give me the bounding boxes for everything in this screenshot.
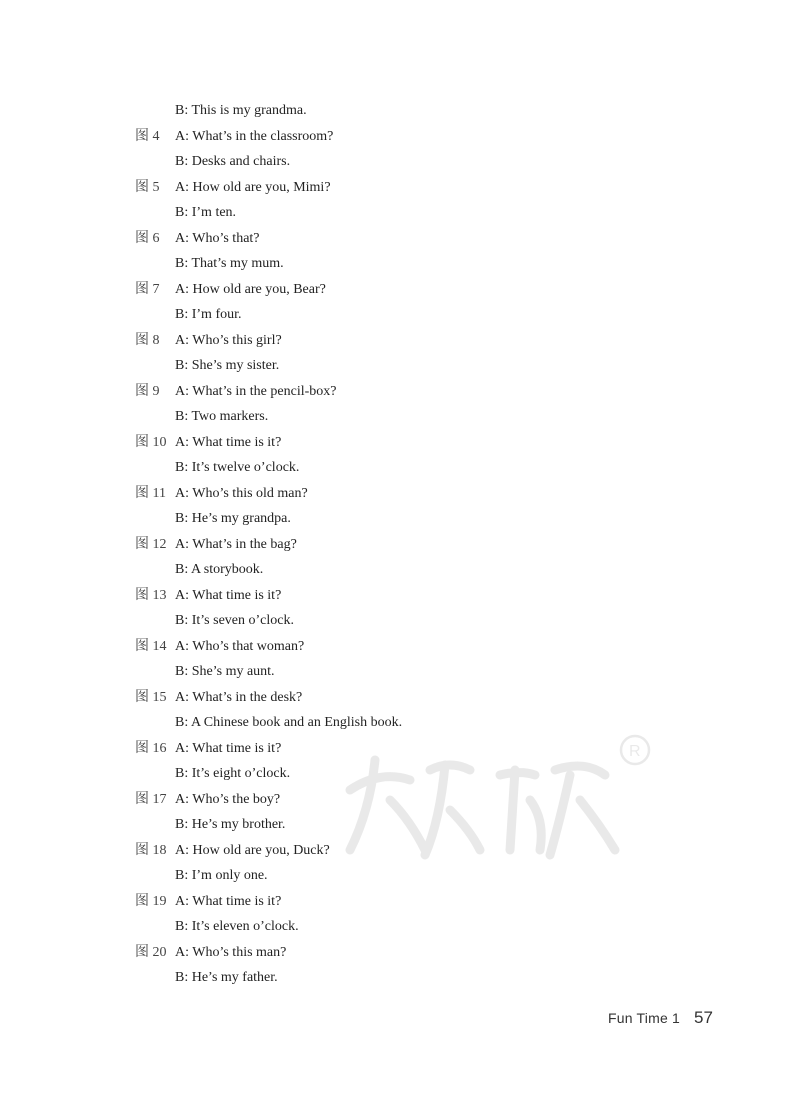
figure-label: 图 6 bbox=[135, 230, 160, 246]
dialogue-line-b bbox=[0, 98, 800, 124]
dialogue-line-a bbox=[0, 736, 800, 762]
figure-label: 图 13 bbox=[135, 587, 167, 603]
figure-label: 图 15 bbox=[135, 689, 167, 705]
speaker-b-text: B: I’m ten. bbox=[175, 205, 237, 220]
figure-label: 图 9 bbox=[135, 383, 160, 399]
footer-section-title: Fun Time 1 bbox=[608, 1010, 681, 1026]
speaker-a-text: A: Who’s this old man? bbox=[175, 485, 308, 501]
figure-label: 图 19 bbox=[135, 893, 167, 909]
dialogue-line-a bbox=[0, 277, 800, 303]
speaker-a-text: A: Who’s the boy? bbox=[175, 791, 281, 807]
dialogue-line-b bbox=[0, 506, 800, 532]
speaker-a-text: A: What time is it? bbox=[175, 434, 282, 450]
speaker-b-text: B: It’s eight o’clock. bbox=[175, 766, 291, 781]
speaker-b-text: B: Desks and chairs. bbox=[175, 154, 291, 169]
speaker-b-text: B: He’s my grandpa. bbox=[175, 511, 291, 526]
speaker-b-text: B: A Chinese book and an English book. bbox=[175, 715, 403, 730]
dialogue-line-a bbox=[0, 838, 800, 864]
page-footer bbox=[608, 1008, 713, 1028]
speaker-b-text: B: She’s my sister. bbox=[175, 358, 280, 373]
dialogue-line-b bbox=[0, 200, 800, 226]
speaker-b-text: B: A storybook. bbox=[175, 562, 264, 577]
dialogue-line-b bbox=[0, 812, 800, 838]
figure-label: 图 8 bbox=[135, 332, 160, 348]
dialogue-line-a bbox=[0, 940, 800, 966]
figure-label: 图 11 bbox=[135, 485, 166, 501]
speaker-a-text: A: Who’s this girl? bbox=[175, 332, 282, 348]
speaker-b-text: B: It’s eleven o’clock. bbox=[175, 919, 299, 934]
speaker-a-text: A: What time is it? bbox=[175, 893, 282, 909]
dialogue-line-b bbox=[0, 914, 800, 940]
figure-label: 图 18 bbox=[135, 842, 167, 858]
dialogue-line-a bbox=[0, 175, 800, 201]
speaker-a-text: A: How old are you, Mimi? bbox=[175, 179, 331, 195]
figure-label: 图 10 bbox=[135, 434, 167, 450]
figure-label: 图 5 bbox=[135, 179, 160, 195]
speaker-b-text: B: I’m four. bbox=[175, 307, 242, 322]
speaker-a-text: A: What’s in the classroom? bbox=[175, 128, 334, 144]
dialogue-line-b bbox=[0, 455, 800, 481]
dialogue-line-b bbox=[0, 710, 800, 736]
speaker-b-text: B: It’s seven o’clock. bbox=[175, 613, 294, 628]
dialogue-line-a bbox=[0, 634, 800, 660]
speaker-a-text: A: Who’s that? bbox=[175, 230, 260, 246]
dialogue-line-a bbox=[0, 583, 800, 609]
speaker-b-text: B: He’s my father. bbox=[175, 970, 278, 985]
speaker-a-text: A: What’s in the bag? bbox=[175, 536, 297, 552]
dialogue-line-b bbox=[0, 965, 800, 991]
dialogue-line-b bbox=[0, 863, 800, 889]
page-number: 57 bbox=[694, 1008, 713, 1027]
speaker-b-text: B: It’s twelve o’clock. bbox=[175, 460, 300, 475]
figure-label: 图 17 bbox=[135, 791, 167, 807]
dialogue-line-b bbox=[0, 608, 800, 634]
dialogue-line-b bbox=[0, 761, 800, 787]
speaker-a-text: A: Who’s that woman? bbox=[175, 638, 305, 654]
dialogue-line-a bbox=[0, 226, 800, 252]
dialogue-line-a bbox=[0, 430, 800, 456]
speaker-a-text: A: How old are you, Bear? bbox=[175, 281, 326, 297]
dialogue-line-b bbox=[0, 557, 800, 583]
speaker-b-text: B: This is my grandma. bbox=[175, 103, 307, 118]
figure-label: 图 20 bbox=[135, 944, 167, 960]
dialogue-line-a bbox=[0, 379, 800, 405]
speaker-b-text: B: She’s my aunt. bbox=[175, 664, 275, 679]
dialogue-line-b bbox=[0, 251, 800, 277]
dialogue-line-a bbox=[0, 481, 800, 507]
dialogue-line-a bbox=[0, 532, 800, 558]
dialogue-line-b bbox=[0, 149, 800, 175]
figure-label: 图 4 bbox=[135, 128, 160, 144]
dialogue-line-a bbox=[0, 889, 800, 915]
speaker-b-text: B: I’m only one. bbox=[175, 868, 268, 883]
speaker-b-text: B: Two markers. bbox=[175, 409, 269, 424]
dialogue-list bbox=[0, 98, 800, 991]
speaker-b-text: B: He’s my brother. bbox=[175, 817, 286, 832]
dialogue-line-b bbox=[0, 353, 800, 379]
speaker-a-text: A: What time is it? bbox=[175, 587, 282, 603]
figure-label: 图 16 bbox=[135, 740, 167, 756]
dialogue-line-a bbox=[0, 124, 800, 150]
dialogue-line-b bbox=[0, 302, 800, 328]
dialogue-line-a bbox=[0, 328, 800, 354]
dialogue-line-a bbox=[0, 685, 800, 711]
speaker-a-text: A: What time is it? bbox=[175, 740, 282, 756]
speaker-a-text: A: What’s in the pencil-box? bbox=[175, 383, 337, 399]
dialogue-line-b bbox=[0, 404, 800, 430]
figure-label: 图 12 bbox=[135, 536, 167, 552]
speaker-a-text: A: What’s in the desk? bbox=[175, 689, 303, 705]
figure-label: 图 7 bbox=[135, 281, 160, 297]
speaker-b-text: B: That’s my mum. bbox=[175, 256, 284, 271]
speaker-a-text: A: Who’s this man? bbox=[175, 944, 287, 960]
dialogue-line-a bbox=[0, 787, 800, 813]
dialogue-line-b bbox=[0, 659, 800, 685]
svg-text:R: R bbox=[629, 743, 641, 760]
speaker-a-text: A: How old are you, Duck? bbox=[175, 842, 330, 858]
figure-label: 图 14 bbox=[135, 638, 167, 654]
